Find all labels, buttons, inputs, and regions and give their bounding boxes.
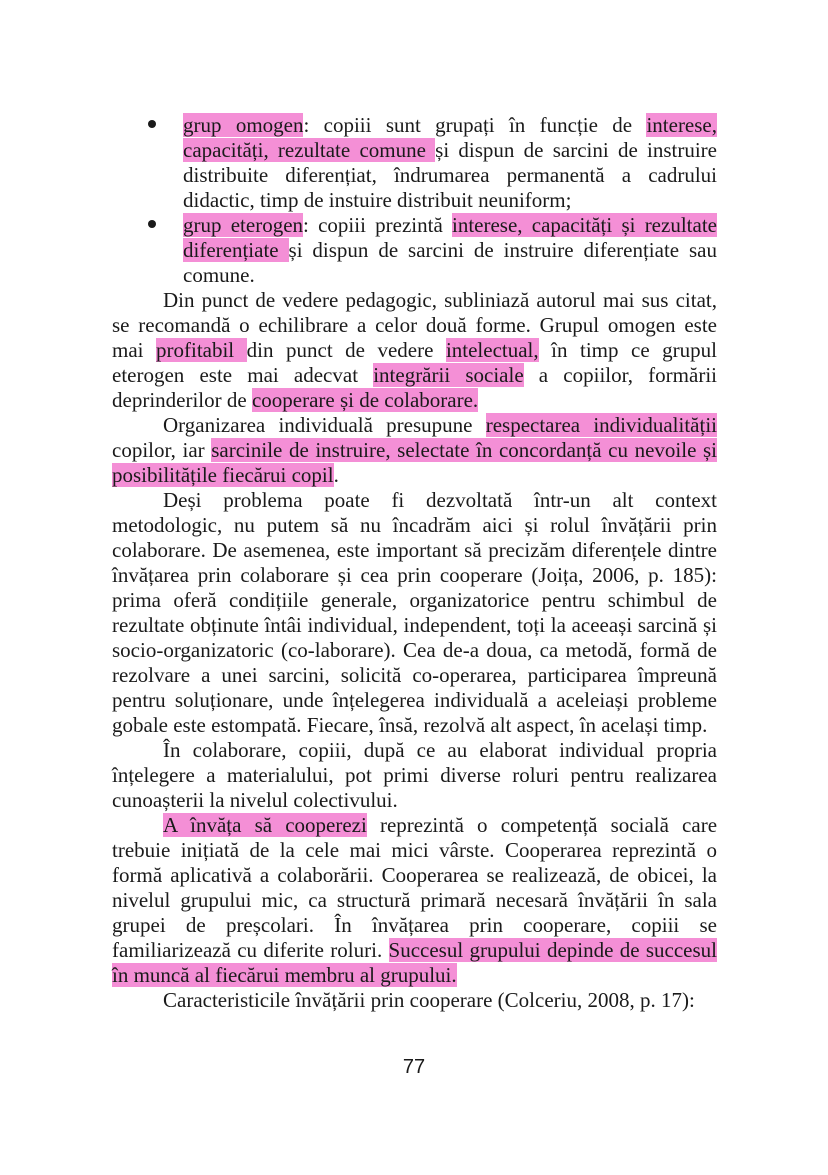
- bullet-text: [183, 113, 717, 212]
- page-number: 77: [402, 1056, 426, 1078]
- paragraph: [112, 488, 717, 738]
- bullet-text: [183, 213, 717, 287]
- text-run: Din punct de vedere pedagogic, subliniază autorul mai sus citat, se recomandă o echilibrare a celor două forme. Grupul omogen este mai: [112, 288, 717, 362]
- highlighted-text: intelectual,: [445, 338, 539, 362]
- highlighted-text: interese, capacități și rezultate diferențiate: [183, 213, 717, 262]
- paragraph: [112, 988, 717, 1013]
- text-run: Organizarea individuală presupune: [163, 413, 486, 437]
- paragraph: [112, 288, 717, 413]
- bullet-item: [112, 113, 717, 213]
- page-body: [112, 113, 717, 1013]
- highlighted-text: grup omogen: [183, 113, 304, 137]
- text-run: În colaborare, copiii, după ce au elaborat individual propria înțelegere a materialului, pot primi diverse roluri pentru realizarea cunoașterii la nivelul colectivului.: [112, 738, 717, 812]
- paragraph: [112, 813, 717, 988]
- highlighted-text: Succesul grupului depinde de succesul în muncă al fiecărui membru al grupului.: [112, 938, 718, 987]
- paragraph: [112, 738, 717, 813]
- highlighted-text: interese, capacități, rezultate comune: [183, 113, 717, 162]
- highlighted-text: profitabil: [156, 338, 247, 362]
- highlighted-text: cooperare și de colaborare.: [251, 388, 479, 412]
- bullet-dot-icon: [148, 220, 156, 228]
- text-run: a copiilor, formării deprinderilor de: [112, 363, 717, 412]
- paragraph: [112, 413, 717, 488]
- highlighted-text: A învăța să cooperezi: [163, 813, 367, 837]
- text-run: din punct de vedere: [246, 338, 446, 362]
- text-run: și dispun de sarcini de instruire diferențiate sau comune.: [183, 238, 718, 287]
- text-run: Caracteristicile învățării prin cooperare (Colceriu, 2008, p. 17):: [163, 988, 695, 1012]
- text-run: și dispun de sarcini de instruire distribuite diferențiat, îndrumarea permanentă a cadrului didactic, timp de instuire distribuit neuniform;: [183, 138, 717, 212]
- highlighted-text: grup eterogen: [183, 213, 304, 237]
- text-run: reprezintă o competență socială care trebuie inițiată de la cele mai mici vârste. Cooperarea reprezintă o formă aplicativă a colaborării. Cooperarea se realizează, de obicei, la nivelul grupului mic, ca structură primară necesară învățării în sala grupei de preșcolari. În învățarea prin cooperare, copiii se familiarizează cu diferite roluri.: [112, 813, 718, 962]
- text-run: : copiii prezintă: [303, 213, 452, 237]
- highlighted-text: respectarea individualității: [485, 413, 718, 437]
- text-run: în timp ce grupul eterogen este mai adecvat: [112, 338, 717, 387]
- bullet-dot-icon: [148, 120, 156, 128]
- bullet-list: [112, 113, 717, 288]
- text-run: .: [333, 463, 339, 487]
- highlighted-text: integrării sociale: [373, 363, 524, 387]
- highlighted-text: sarcinile de instruire, selectate în concordanță cu nevoile și posibilitățile fiecărui copil: [112, 438, 717, 487]
- text-run: Deși problema poate fi dezvoltată într-un alt context metodologic, nu putem să nu încadrăm aici și rolul învățării prin colaborare. De asemenea, este important să precizăm diferențele dintre învățarea prin colaborare și cea prin cooperare (Joița, 2006, p. 185): prima oferă condițiile generale, organizatorice pentru schimbul de rezultate obținute întâi individual, independent, toți la aceeași sarcină și socio-organizatoric (co-laborare). Cea de-a doua, ca metodă, formă de rezolvare a unei sarcini, solicită co-operarea, participarea împreună pentru soluționare, unde înțelegerea individuală a aceleiași probleme gobale este estompată. Fiecare, însă, rezolvă alt aspect, în același timp.: [112, 488, 717, 737]
- text-run: : copiii sunt grupați în funcție de: [303, 113, 647, 137]
- text-run: copilor, iar: [112, 438, 212, 462]
- bullet-item: [112, 213, 717, 288]
